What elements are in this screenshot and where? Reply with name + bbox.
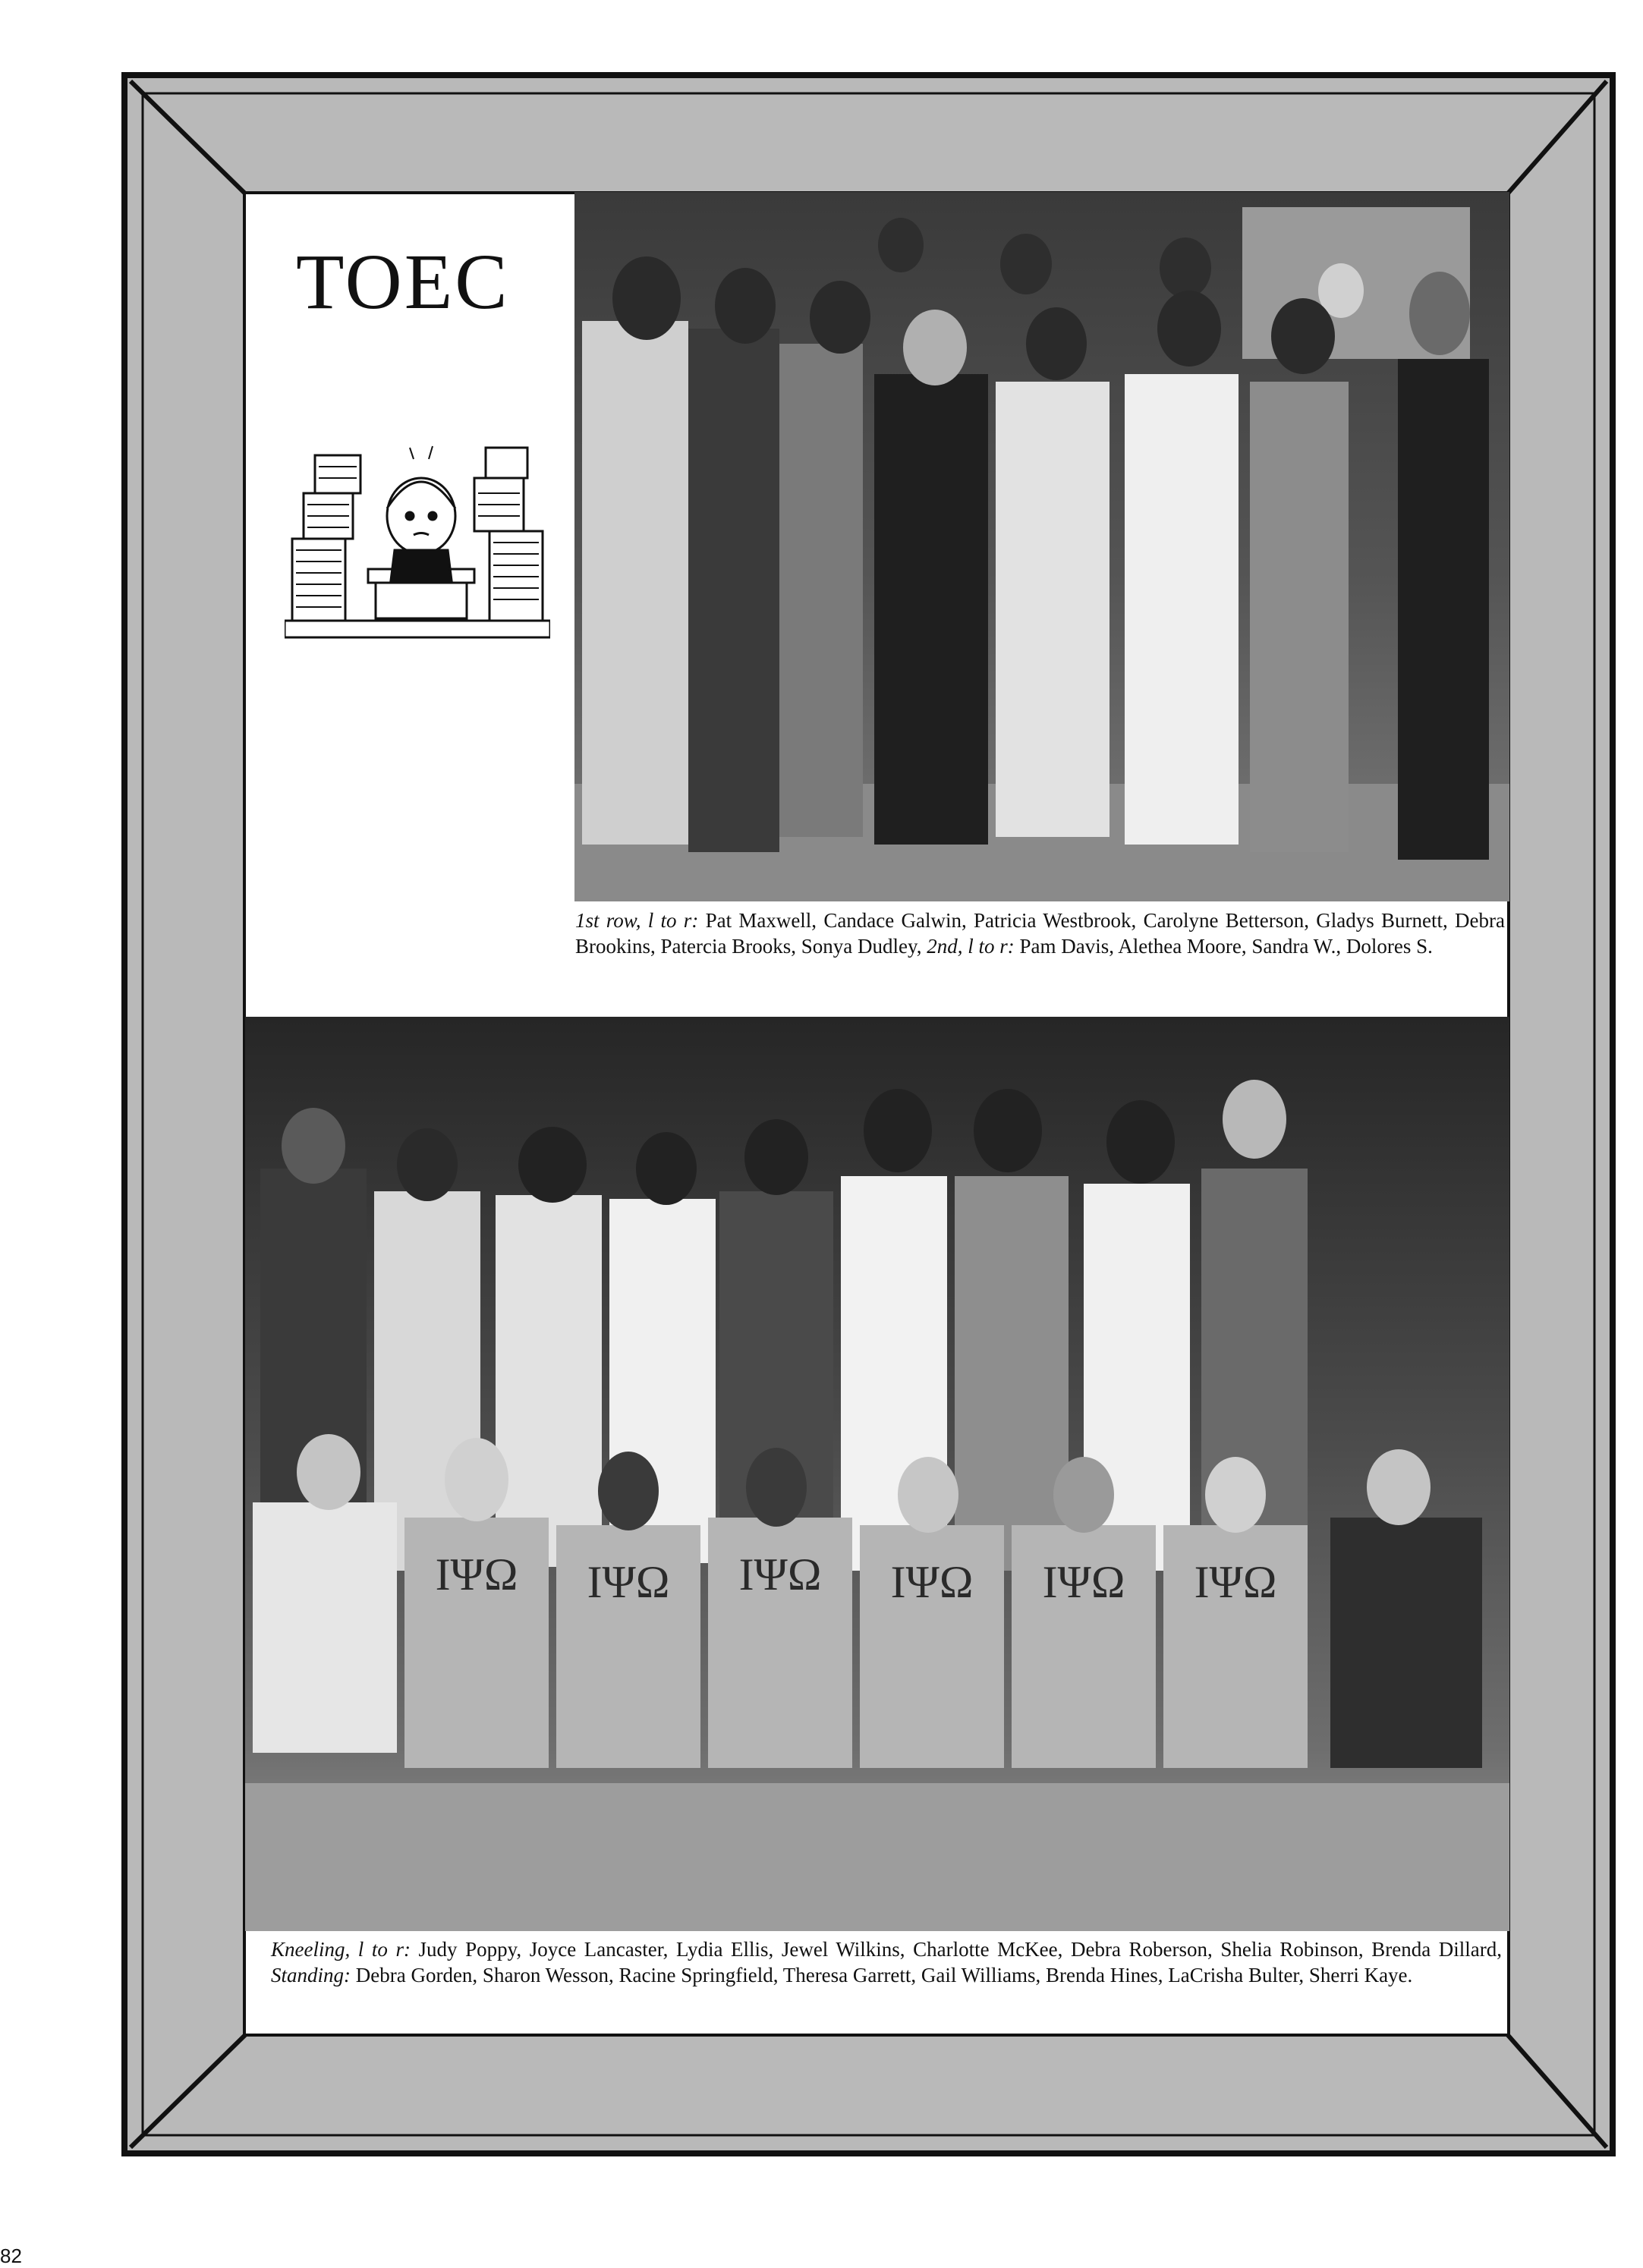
svg-text:ΙΨΩ: ΙΨΩ (890, 1557, 974, 1607)
svg-text:ΙΨΩ: ΙΨΩ (738, 1549, 822, 1600)
caption-lead: 2nd, l to r: (927, 935, 1015, 958)
svg-text:ΙΨΩ: ΙΨΩ (1194, 1557, 1277, 1607)
caption-lead: Standing: (271, 1964, 351, 1986)
svg-text:ΙΨΩ: ΙΨΩ (435, 1549, 518, 1600)
caption-names: Pat Maxwell, Candace Galwin, Patricia Westbrook, Carolyne Betterson, Gladys Burnett, Debra Brookins, Patercia Brooks, Sonya Dudley, (575, 909, 1505, 958)
page-number: 82 (0, 2244, 22, 2267)
top-group-photo (574, 192, 1509, 901)
caption-lead: 1st row, l to r: (575, 909, 699, 932)
typist-cartoon-illustration (285, 425, 550, 645)
svg-text:ΙΨΩ: ΙΨΩ (587, 1557, 670, 1607)
caption-names: Debra Gorden, Sharon Wesson, Racine Springfield, Theresa Garrett, Gail Williams, Brenda Hines, LaCrisha Bulter, Sherri Kaye. (351, 1964, 1413, 1986)
caption-lead: Kneeling, l to r: (271, 1938, 411, 1961)
top-photo-caption (575, 908, 1505, 959)
caption-names: Judy Poppy, Joyce Lancaster, Lydia Ellis, Jewel Wilkins, Charlotte McKee, Debra Roberson, Shelia Robinson, Brenda Dillard, (410, 1938, 1502, 1961)
bottom-group-photo (245, 1017, 1509, 1931)
svg-text:ΙΨΩ: ΙΨΩ (1042, 1557, 1125, 1607)
caption-names: Pam Davis, Alethea Moore, Sandra W., Dolores S. (1014, 935, 1433, 958)
page-title: TOEC (296, 238, 510, 326)
bottom-photo-caption (271, 1936, 1502, 1988)
